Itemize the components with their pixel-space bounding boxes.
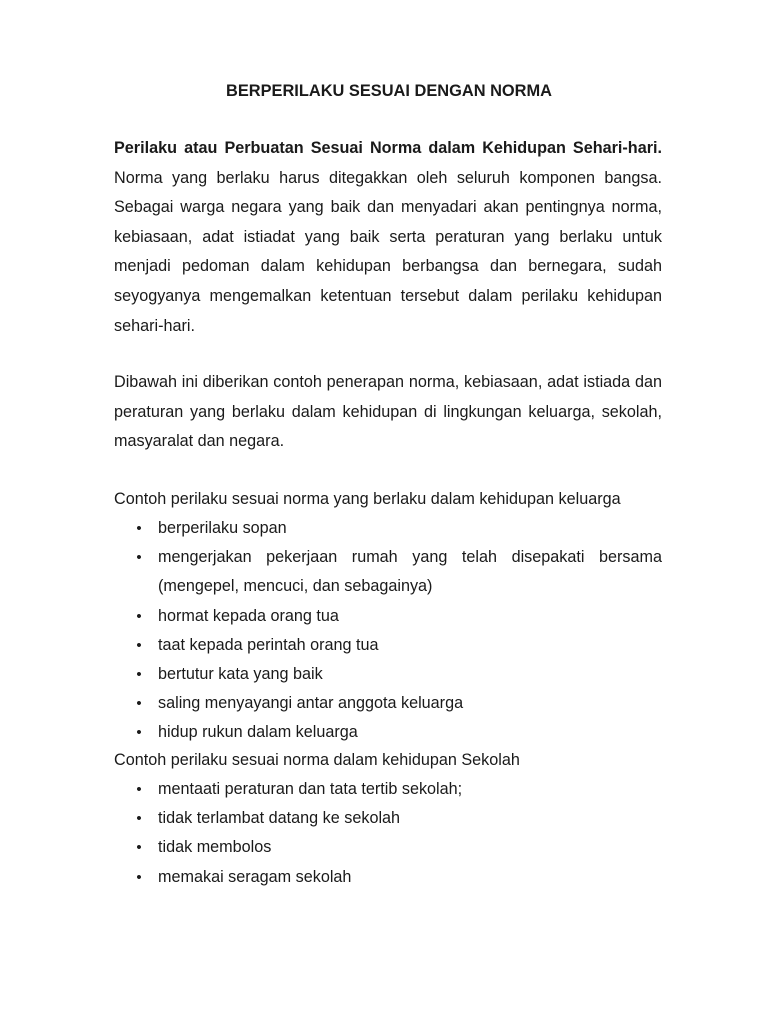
list-item-text: hidup rukun dalam keluarga bbox=[158, 723, 358, 742]
paragraph-examples-intro: Dibawah ini diberikan contoh penerapan norma, kebiasaan, adat istiada dan peraturan yang berlaku dalam kehidupan di lingkungan keluarga, sekolah, masyaralat dan negara. bbox=[114, 373, 662, 451]
bullet-icon: • bbox=[136, 724, 142, 742]
list-item-text: hormat kepada orang tua bbox=[158, 606, 339, 625]
bullet-icon: • bbox=[136, 520, 142, 537]
paragraph-intro bbox=[114, 134, 662, 341]
bullet-icon: • bbox=[136, 695, 142, 713]
list-item bbox=[114, 602, 662, 631]
list-item bbox=[114, 775, 662, 804]
bullet-icon: • bbox=[136, 810, 142, 828]
list-item-text: tidak membolos bbox=[158, 838, 272, 857]
list-item bbox=[114, 863, 662, 892]
list-item bbox=[114, 660, 662, 689]
bullet-icon: • bbox=[136, 636, 142, 654]
section-heading-family: Contoh perilaku sesuai norma yang berlaku dalam kehidupan keluarga bbox=[114, 490, 621, 508]
list-item bbox=[114, 514, 662, 543]
list-item-text: bertutur kata yang baik bbox=[158, 665, 323, 684]
section-heading-school: Contoh perilaku sesuai norma dalam kehidupan Sekolah bbox=[114, 751, 520, 769]
document-title: BERPERILAKU SESUAI DENGAN NORMA bbox=[225, 82, 552, 100]
list-item-text: saling menyayangi antar anggota keluarga bbox=[158, 694, 464, 713]
list-item-text: mentaati peraturan dan tata tertib sekolah; bbox=[158, 780, 463, 798]
bullet-icon: • bbox=[136, 607, 142, 625]
list-item-text: taat kepada perintah orang tua bbox=[158, 635, 379, 654]
list-item bbox=[114, 833, 662, 862]
list-item-text: berperilaku sopan bbox=[158, 519, 287, 537]
list-item-text: mengerjakan pekerjaan rumah yang telah disepakati bersama (mengepel, mencuci, dan sebagainya) bbox=[158, 548, 662, 596]
list-item-text: tidak terlambat datang ke sekolah bbox=[158, 809, 401, 828]
bullet-icon: • bbox=[136, 781, 142, 798]
bullet-icon: • bbox=[136, 839, 142, 857]
paragraph-lead: Perilaku atau Perbuatan Sesuai Norma dalam Kehidupan Sehari-hari. bbox=[114, 139, 662, 157]
list-item bbox=[114, 631, 662, 660]
bullet-icon: • bbox=[136, 868, 142, 886]
list-item bbox=[114, 804, 662, 833]
bullet-icon: • bbox=[136, 666, 142, 684]
school-behavior-list bbox=[114, 775, 662, 892]
paragraph-body: Norma yang berlaku harus ditegakkan oleh seluruh komponen bangsa. Sebagai warga negara yang baik dan menyadari akan pentingnya norma, kebiasaan, adat istiadat yang baik serta peraturan yang berlaku untuk menjadi pedoman dalam kehidupan berbangsa dan bernegara, sudah seyogyanya mengemalkan ketentuan tersebut dalam perilaku kehidupan sehari-hari. bbox=[114, 168, 662, 335]
bullet-icon: • bbox=[136, 549, 142, 567]
list-item bbox=[114, 689, 662, 718]
list-item bbox=[114, 718, 662, 747]
family-behavior-list bbox=[114, 514, 662, 748]
list-item bbox=[114, 543, 662, 601]
list-item-text: memakai seragam sekolah bbox=[158, 867, 352, 886]
